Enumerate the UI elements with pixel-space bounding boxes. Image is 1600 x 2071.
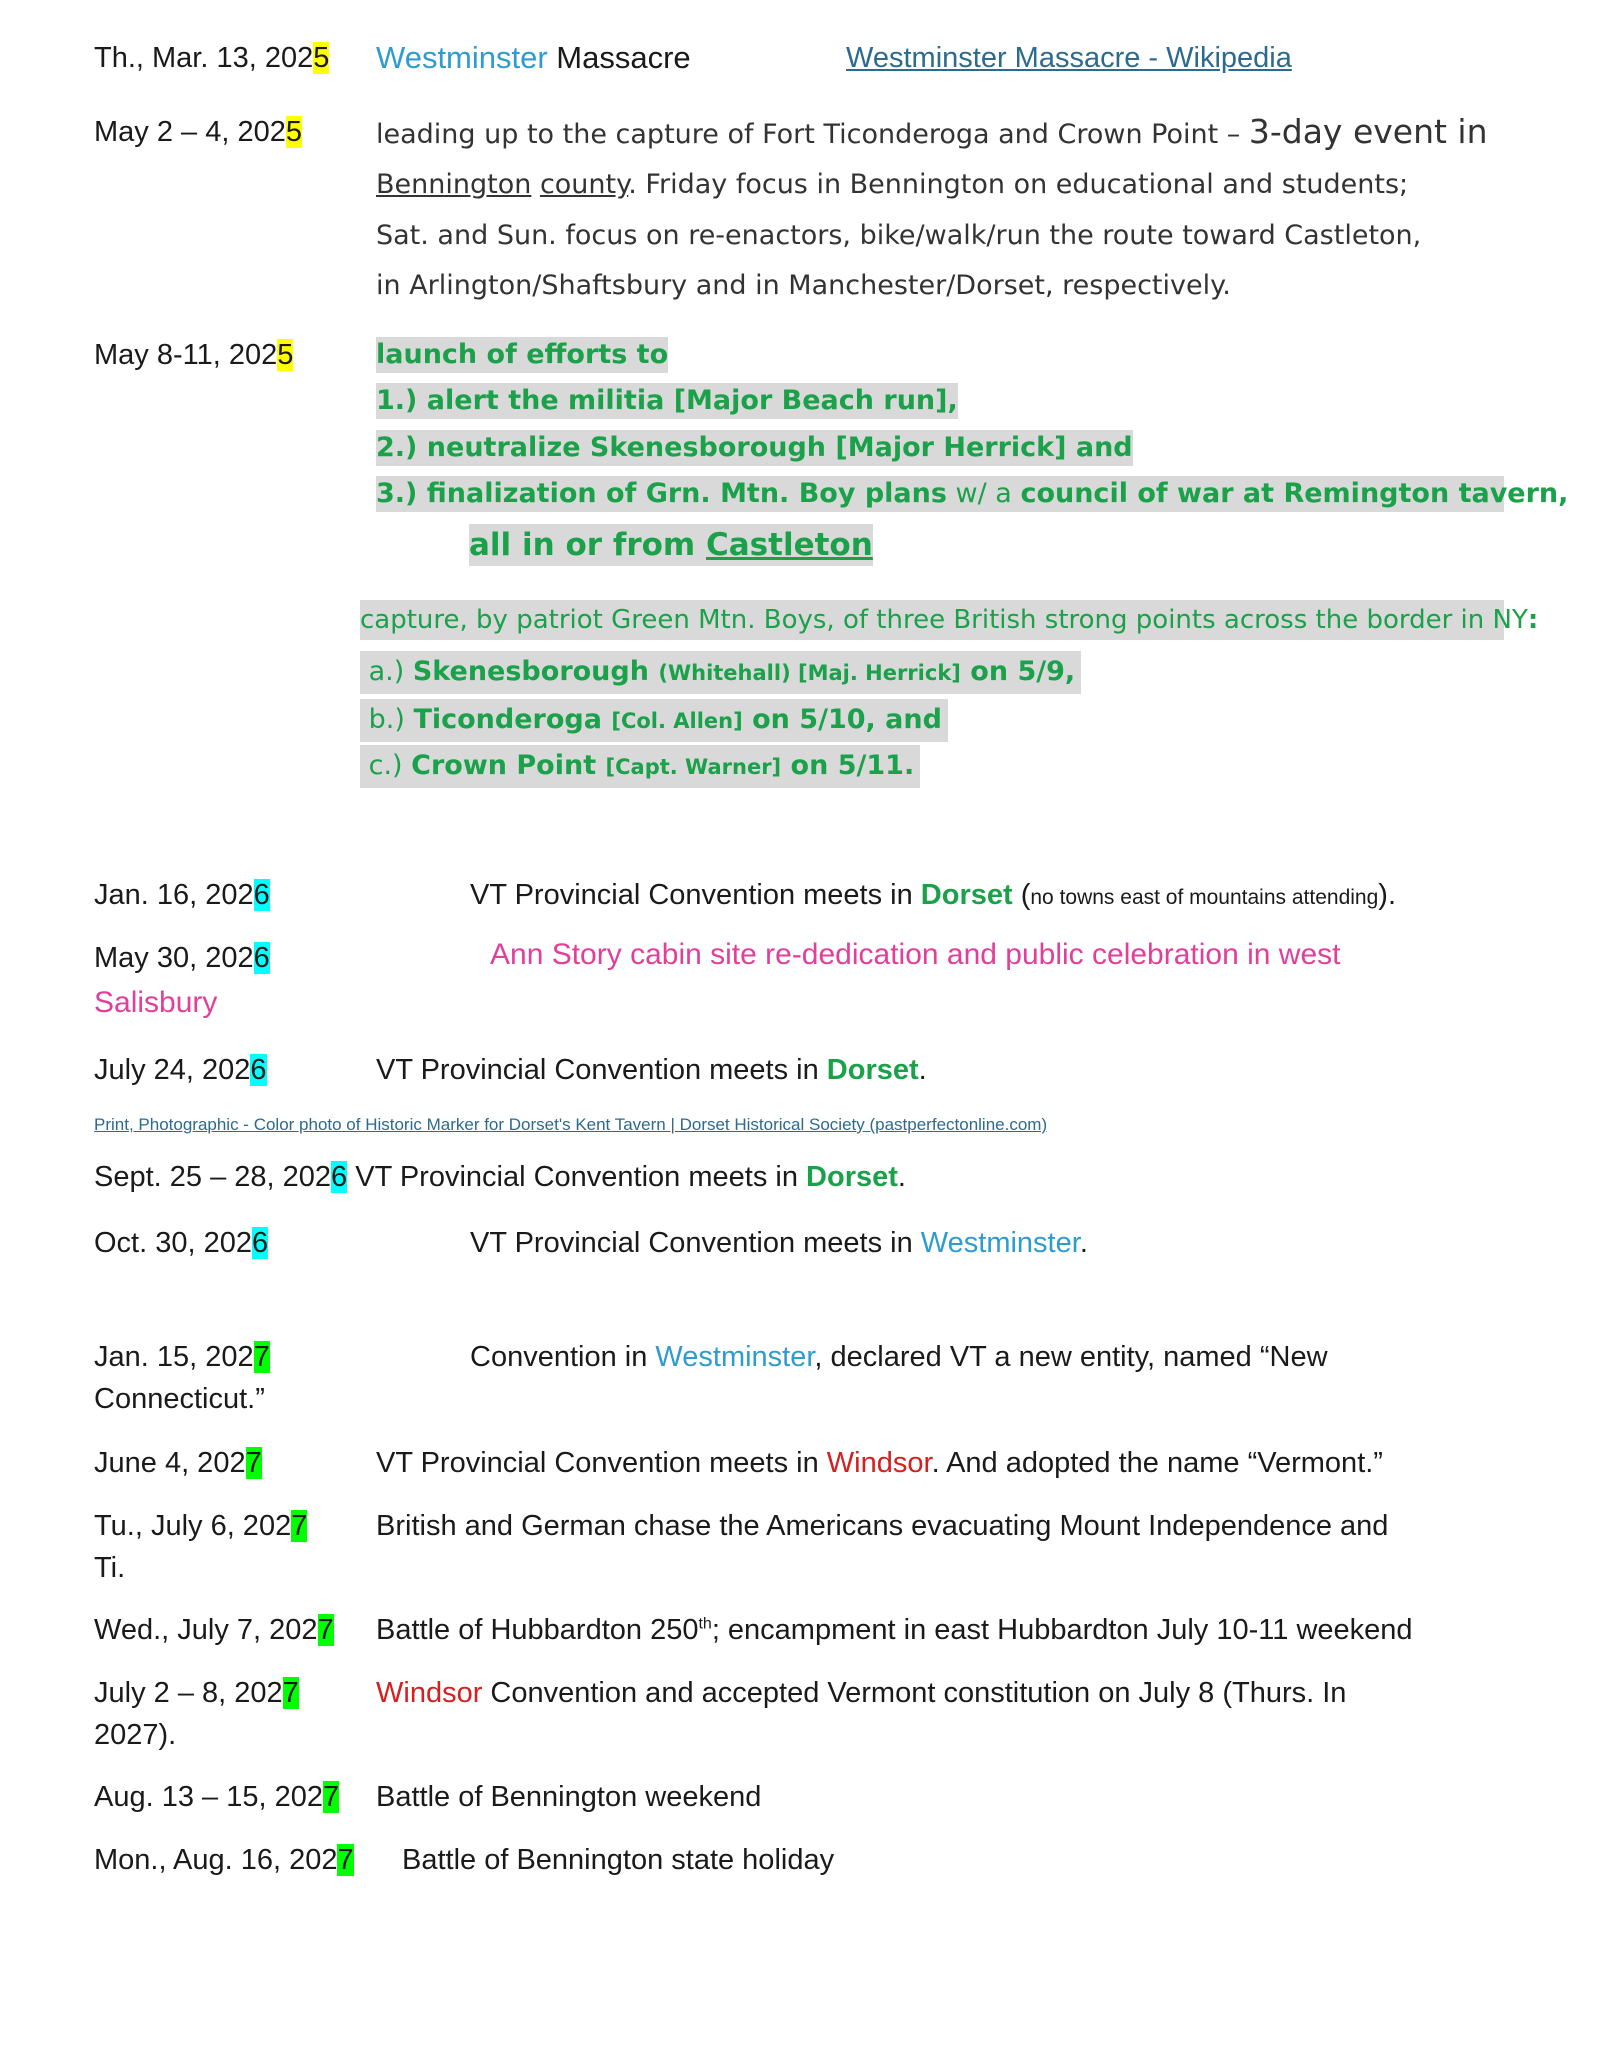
- year-highlight: 6: [252, 1227, 269, 1259]
- capture-item-c: c.) Crown Point [Capt. Warner] on 5/11.: [360, 745, 920, 788]
- date-oct-30-2026: Oct. 30, 2026: [94, 1227, 269, 1259]
- date-july-6-2027: Tu., July 6, 2027: [94, 1510, 308, 1542]
- ann-story-event: Salisbury: [94, 986, 218, 1019]
- date-may-8-11-2025: May 8-11, 2025: [94, 339, 294, 371]
- event-line: VT Provincial Convention meets in Windsor. And adopted the name “Vermont.”: [376, 1447, 1383, 1479]
- capture-item-a: a.) Skenesborough (Whitehall) [Maj. Herrick] on 5/9,: [360, 651, 1081, 694]
- ann-story-event: Ann Story cabin site re-dedication and public celebration in west: [490, 938, 1341, 971]
- year-highlight: 6: [253, 879, 270, 911]
- place-windsor: Windsor: [376, 1677, 483, 1709]
- year-highlight: 7: [317, 1614, 334, 1646]
- year-highlight: 5: [313, 42, 330, 74]
- year-highlight: 7: [282, 1677, 299, 1709]
- date-aug-13-15-2027: Aug. 13 – 15, 2027: [94, 1781, 340, 1813]
- year-highlight: 6: [331, 1161, 348, 1193]
- launch-efforts-line: launch of efforts to: [376, 337, 668, 373]
- place-dorset: Dorset: [920, 879, 1013, 911]
- event-line: VT Provincial Convention meets in Dorset.: [376, 1054, 927, 1086]
- castleton-link[interactable]: Castleton: [706, 527, 873, 563]
- year-highlight: 7: [291, 1510, 308, 1542]
- year-highlight: 5: [285, 116, 302, 148]
- launch-efforts-line: all in or from Castleton: [469, 524, 873, 566]
- event-line: Sat. and Sun. focus on re-enactors, bike/walk/run the route toward Castleton,: [376, 220, 1422, 251]
- capture-line: capture, by patriot Green Mtn. Boys, of three British strong points across the border in NY:: [360, 600, 1504, 640]
- year-highlight: 6: [253, 942, 270, 974]
- event-westminster-massacre: Westminster Massacre: [376, 40, 691, 75]
- date-july-7-2027: Wed., July 7, 2027: [94, 1614, 334, 1646]
- place-dorset: Dorset: [826, 1054, 919, 1086]
- event-line: 2027).: [94, 1719, 177, 1751]
- event-line: British and German chase the Americans evacuating Mount Independence and: [376, 1510, 1389, 1542]
- place-windsor: Windsor: [826, 1447, 932, 1479]
- date-aug-16-2027: Mon., Aug. 16, 2027: [94, 1844, 354, 1876]
- event-line: Convention in Westminster, declared VT a new entity, named “New: [470, 1341, 1328, 1373]
- event-line: VT Provincial Convention meets in Westminster.: [470, 1227, 1088, 1259]
- date-mar-13-2025: Th., Mar. 13, 2025: [94, 42, 330, 74]
- kent-tavern-link[interactable]: Print, Photographic - Color photo of Historic Marker for Dorset's Kent Tavern | Dorset Historical Society (pastperfectonline.com): [94, 1115, 1048, 1134]
- date-july-24-2026: July 24, 2026: [94, 1054, 267, 1086]
- event-line: Connecticut.”: [94, 1383, 265, 1415]
- event-line: Bennington county. Friday focus in Bennington on educational and students;: [376, 169, 1409, 200]
- date-may-2-4-2025: May 2 – 4, 2025: [94, 116, 302, 148]
- year-highlight: 7: [337, 1844, 354, 1876]
- event-line: in Arlington/Shaftsbury and in Manchester/Dorset, respectively.: [376, 270, 1231, 301]
- wikipedia-link[interactable]: Westminster Massacre - Wikipedia: [846, 42, 1292, 74]
- date-jan-15-2027: Jan. 15, 2027: [94, 1341, 270, 1373]
- place-westminster: Westminster: [920, 1227, 1080, 1259]
- launch-efforts-line: 1.) alert the militia [Major Beach run],: [376, 383, 958, 419]
- county-link[interactable]: county: [539, 169, 629, 200]
- event-line: VT Provincial Convention meets in Dorset (no towns east of mountains attending).: [470, 879, 1396, 911]
- year-highlight: 6: [250, 1054, 267, 1086]
- launch-efforts-line: 3.) finalization of Grn. Mtn. Boy plans w/ a council of war at Remington tavern,: [376, 476, 1504, 512]
- year-highlight: 5: [277, 339, 294, 371]
- place-dorset: Dorset: [806, 1161, 898, 1193]
- event-line: Ti.: [94, 1552, 126, 1584]
- date-july-2-8-2027: July 2 – 8, 2027: [94, 1677, 299, 1709]
- event-line: Windsor Convention and accepted Vermont constitution on July 8 (Thurs. In: [376, 1677, 1347, 1709]
- launch-efforts-line: 2.) neutralize Skenesborough [Major Herrick] and: [376, 430, 1133, 466]
- event-line: Battle of Bennington weekend: [376, 1781, 762, 1813]
- event-line: leading up to the capture of Fort Ticonderoga and Crown Point – 3-day event in: [376, 112, 1488, 151]
- year-highlight: 7: [253, 1341, 270, 1373]
- date-june-4-2027: June 4, 2027: [94, 1447, 262, 1479]
- event-line: Battle of Bennington state holiday: [402, 1844, 835, 1876]
- year-highlight: 7: [322, 1781, 340, 1813]
- date-may-30-2026: May 30, 2026: [94, 942, 270, 974]
- date-sept-25-28-2026: Sept. 25 – 28, 2026 VT Provincial Convention meets in Dorset.: [94, 1161, 906, 1193]
- date-jan-16-2026: Jan. 16, 2026: [94, 879, 270, 911]
- event-line: Battle of Hubbardton 250th; encampment in east Hubbardton July 10-11 weekend: [376, 1614, 1413, 1646]
- place-westminster: Westminster: [655, 1341, 815, 1373]
- place-westminster: Westminster: [376, 40, 548, 75]
- capture-item-b: b.) Ticonderoga [Col. Allen] on 5/10, and: [360, 699, 948, 742]
- bennington-link[interactable]: Bennington: [376, 169, 532, 200]
- year-highlight: 7: [245, 1447, 262, 1479]
